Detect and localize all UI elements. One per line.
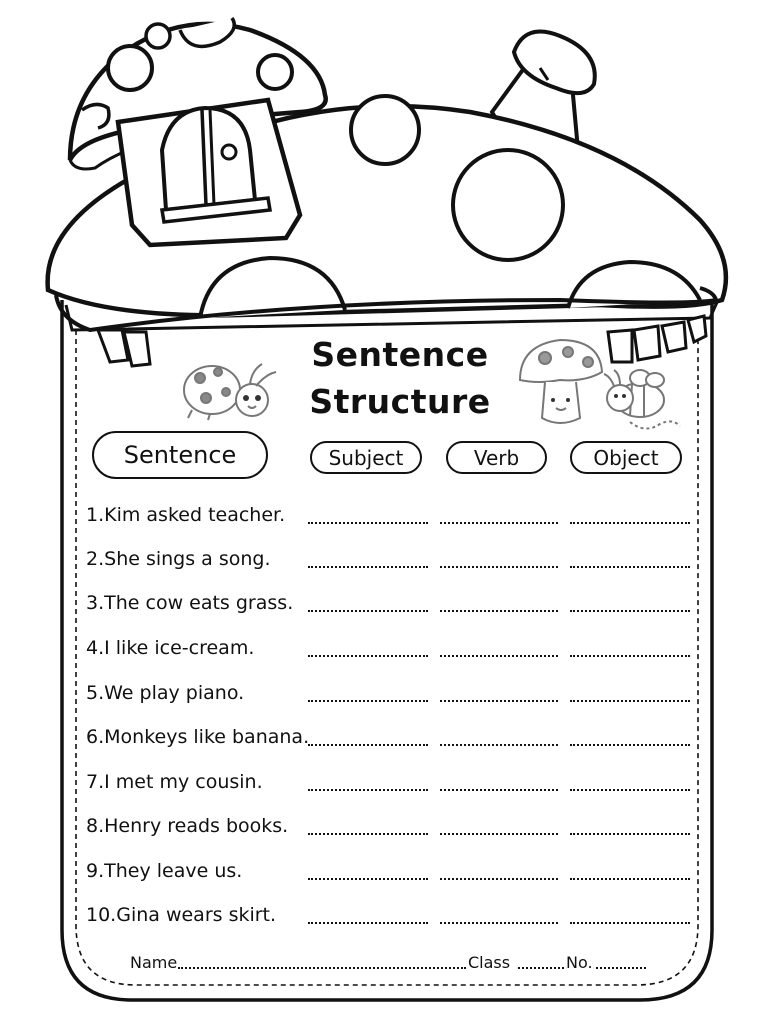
list-item	[86, 492, 696, 526]
verb-blank[interactable]	[440, 566, 558, 568]
verb-blank[interactable]	[440, 655, 558, 657]
object-blank[interactable]	[570, 878, 690, 880]
name-label: Name	[130, 953, 178, 972]
object-blank[interactable]	[570, 700, 690, 702]
verb-blank[interactable]	[440, 700, 558, 702]
subject-blank[interactable]	[308, 700, 428, 702]
sentence-text: 3.The cow eats grass.	[86, 592, 294, 614]
subject-blank[interactable]	[308, 789, 428, 791]
verb-header: Verb	[446, 441, 547, 474]
subject-blank[interactable]	[308, 566, 428, 568]
bee-illustration	[604, 370, 680, 429]
subject-blank[interactable]	[308, 655, 428, 657]
object-blank[interactable]	[570, 789, 690, 791]
verb-blank[interactable]	[440, 922, 558, 924]
list-item	[86, 714, 696, 748]
object-blank[interactable]	[570, 922, 690, 924]
sentence-text: 6.Monkeys like banana.	[86, 726, 310, 748]
list-item	[86, 580, 696, 614]
sentence-text: 10.Gina wears skirt.	[86, 904, 277, 926]
footer	[130, 948, 650, 972]
list-item	[86, 848, 696, 882]
list-item	[86, 625, 696, 659]
sentence-text: 5.We play piano.	[86, 682, 245, 704]
subject-blank[interactable]	[308, 522, 428, 524]
verb-blank[interactable]	[440, 833, 558, 835]
object-blank[interactable]	[570, 744, 690, 746]
class-label: Class	[468, 953, 511, 972]
number-blank[interactable]	[596, 967, 646, 969]
object-blank[interactable]	[570, 522, 690, 524]
class-blank[interactable]	[518, 967, 564, 969]
sentence-header: Sentence	[92, 431, 268, 479]
verb-blank[interactable]	[440, 522, 558, 524]
subject-blank[interactable]	[308, 922, 428, 924]
page-title-line2: Structure	[309, 382, 491, 421]
object-blank[interactable]	[570, 610, 690, 612]
subject-blank[interactable]	[308, 833, 428, 835]
object-blank[interactable]	[570, 833, 690, 835]
list-item	[86, 803, 696, 837]
subject-blank[interactable]	[308, 610, 428, 612]
subject-header: Subject	[310, 441, 422, 474]
verb-blank[interactable]	[440, 789, 558, 791]
object-blank[interactable]	[570, 655, 690, 657]
sentence-text: 1.Kim asked teacher.	[86, 504, 286, 526]
name-blank[interactable]	[178, 967, 466, 969]
sentence-text: 4.I like ice-cream.	[86, 637, 255, 659]
sentence-text: 8.Henry reads books.	[86, 815, 289, 837]
verb-blank[interactable]	[440, 610, 558, 612]
sentence-text: 9.They leave us.	[86, 860, 243, 882]
object-blank[interactable]	[570, 566, 690, 568]
subject-blank[interactable]	[308, 744, 428, 746]
list-item	[86, 670, 696, 704]
verb-blank[interactable]	[440, 744, 558, 746]
subject-blank[interactable]	[308, 878, 428, 880]
object-header: Object	[570, 441, 682, 474]
number-label: No.	[566, 953, 593, 972]
sentence-text: 2.She sings a song.	[86, 548, 271, 570]
list-item	[86, 892, 696, 926]
verb-blank[interactable]	[440, 878, 558, 880]
page-title-line1: Sentence	[311, 335, 489, 374]
list-item	[86, 536, 696, 570]
sentence-text: 7.I met my cousin.	[86, 771, 263, 793]
list-item	[86, 759, 696, 793]
